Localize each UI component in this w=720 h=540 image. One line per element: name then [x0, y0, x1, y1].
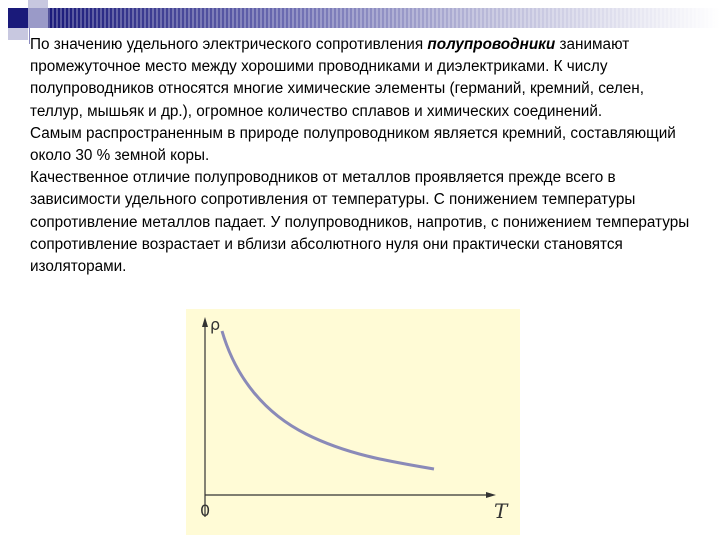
deco-square	[8, 28, 28, 40]
resistivity-graph	[186, 309, 520, 535]
paragraph-1-end: занимают промежуточное место между хорошими проводниками и диэлектриками. К числу полупроводников относятся многие химические элементы (германий, кремний, селен, теллур, мышьяк и др.), огромное количество сплавов и химических соединений.	[30, 36, 645, 120]
origin-label: 0	[200, 501, 211, 520]
semiconductors-term: полупроводники	[427, 36, 556, 53]
y-axis-label: ρ	[210, 315, 221, 334]
paragraph-1	[30, 34, 700, 123]
resistivity-curve	[222, 331, 434, 469]
header-gradient-bar	[48, 8, 720, 28]
paragraph-2: Самым распространенным в природе полупроводником является кремний, составляющий около 30 % земной коры.	[30, 124, 676, 165]
paragraph-1-start: По значению удельного электрического сопротивления	[30, 36, 428, 53]
x-axis-arrow	[486, 492, 496, 498]
deco-square	[28, 0, 48, 8]
deco-square	[8, 8, 28, 28]
graph-svg	[186, 309, 520, 535]
content-text	[30, 34, 700, 278]
deco-square	[28, 8, 48, 28]
y-axis-arrow	[202, 317, 208, 327]
paragraph-3: Качественное отличие полупроводников от металлов проявляется прежде всего в зависимости удельного сопротивления от температуры. С понижением температуры сопротивление металлов падает. У полупроводников, напротив, с понижением температуры сопротивление возрастает и вблизи абсолютного нуля они практически становятся изоляторами.	[30, 169, 690, 276]
x-axis-label: T	[494, 499, 508, 523]
